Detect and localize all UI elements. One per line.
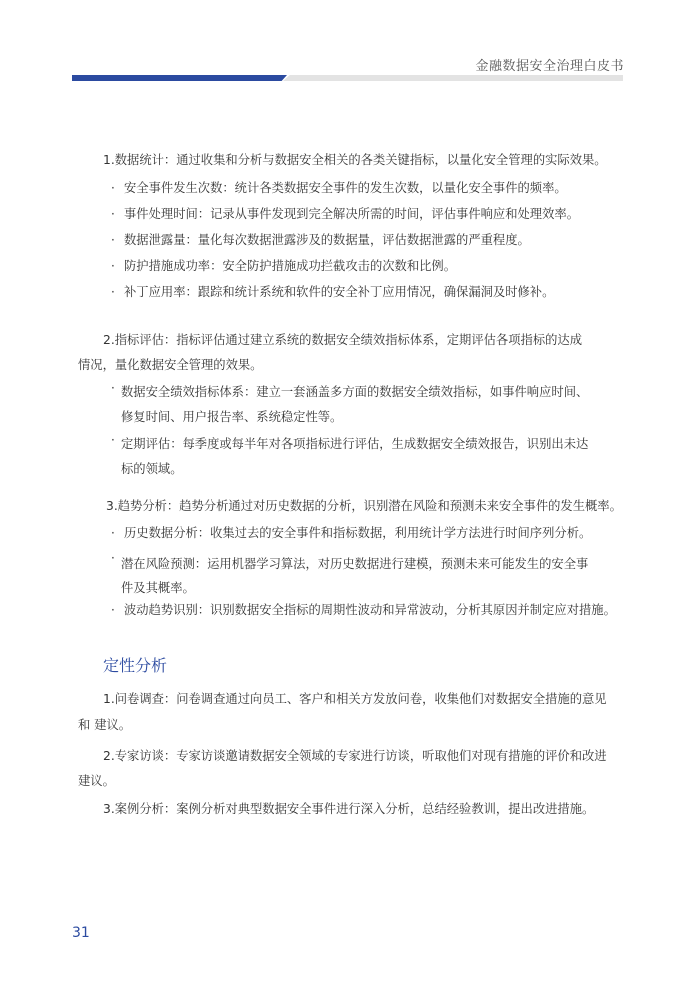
qualitative-item-2-line2: 建议。: [78, 774, 115, 788]
section1-heading: 1.数据统计：通过收集和分析与数据安全相关的各类关键指标，以量化安全管理的实际效果。: [103, 153, 607, 167]
bullet-dot: ·: [111, 551, 115, 565]
section3-bullet-2-line1: 潜在风险预测：运用机器学习算法，对历史数据进行建模，预测未来可能发生的安全事: [121, 557, 589, 571]
section2-bullet-1-line2: 修复时间、用户报告率、系统稳定性等。: [121, 410, 343, 424]
header-divider-gray: [283, 75, 623, 81]
header-divider: [72, 75, 623, 81]
bullet-dot: ·: [111, 433, 115, 447]
bullet-dot: ·: [111, 259, 115, 273]
bullet-dot: ·: [111, 233, 115, 247]
section2-bullet-2-line2: 标的领域。: [121, 462, 183, 476]
section1-bullet-5: 补丁应用率：跟踪和统计系统和软件的安全补丁应用情况，确保漏洞及时修补。: [124, 285, 555, 299]
bullet-dot: ·: [111, 381, 115, 395]
section3-bullet-3: 波动趋势识别：识别数据安全指标的周期性波动和异常波动，分析其原因并制定应对措施。: [124, 603, 616, 617]
section2-heading-line2: 情况，量化数据安全管理的效果。: [78, 358, 263, 372]
bullet-dot: ·: [111, 526, 115, 540]
section1-bullet-4: 防护措施成功率：安全防护措施成功拦截攻击的次数和比例。: [124, 259, 457, 273]
section2-heading-line1: 2.指标评估：指标评估通过建立系统的数据安全绩效指标体系，定期评估各项指标的达成: [103, 333, 583, 347]
header-divider-accent: [72, 75, 287, 81]
section1-bullet-1: 安全事件发生次数：统计各类数据安全事件的发生次数，以量化安全事件的频率。: [124, 181, 567, 195]
section2-bullet-1-line1: 数据安全绩效指标体系：建立一套涵盖多方面的数据安全绩效指标，如事件响应时间、: [121, 385, 589, 399]
bullet-dot: ·: [111, 285, 115, 299]
qualitative-item-3: 3.案例分析：案例分析对典型数据安全事件进行深入分析，总结经验教训，提出改进措施。: [103, 802, 595, 816]
qualitative-item-1-line1: 1.问卷调查：问卷调查通过向员工、客户和相关方发放问卷，收集他们对数据安全措施的意见: [103, 692, 607, 706]
section1-bullet-2: 事件处理时间：记录从事件发现到完全解决所需的时间，评估事件响应和处理效率。: [124, 207, 579, 221]
bullet-dot: ·: [111, 181, 115, 195]
qualitative-item-2-line1: 2.专家访谈：专家访谈邀请数据安全领域的专家进行访谈，听取他们对现有措施的评价和改进: [103, 749, 607, 763]
page-number: 31: [72, 925, 90, 941]
bullet-dot: ·: [111, 603, 115, 617]
section3-heading: 3.趋势分析：趋势分析通过对历史数据的分析，识别潜在风险和预测未来安全事件的发生概率。: [106, 499, 622, 513]
bullet-dot: ·: [111, 207, 115, 221]
qualitative-item-1-line2: 和 建议。: [78, 718, 132, 732]
qualitative-section-title: 定性分析: [103, 656, 168, 675]
section2-bullet-2-line1: 定期评估：每季度或每半年对各项指标进行评估，生成数据安全绩效报告，识别出未达: [121, 437, 589, 451]
section3-bullet-1: 历史数据分析：收集过去的安全事件和指标数据，利用统计学方法进行时间序列分析。: [124, 526, 592, 540]
document-title: 金融数据安全治理白皮书: [475, 59, 624, 74]
section3-bullet-2-line2: 件及其概率。: [121, 581, 195, 595]
section1-bullet-3: 数据泄露量：量化每次数据泄露涉及的数据量，评估数据泄露的严重程度。: [124, 233, 530, 247]
